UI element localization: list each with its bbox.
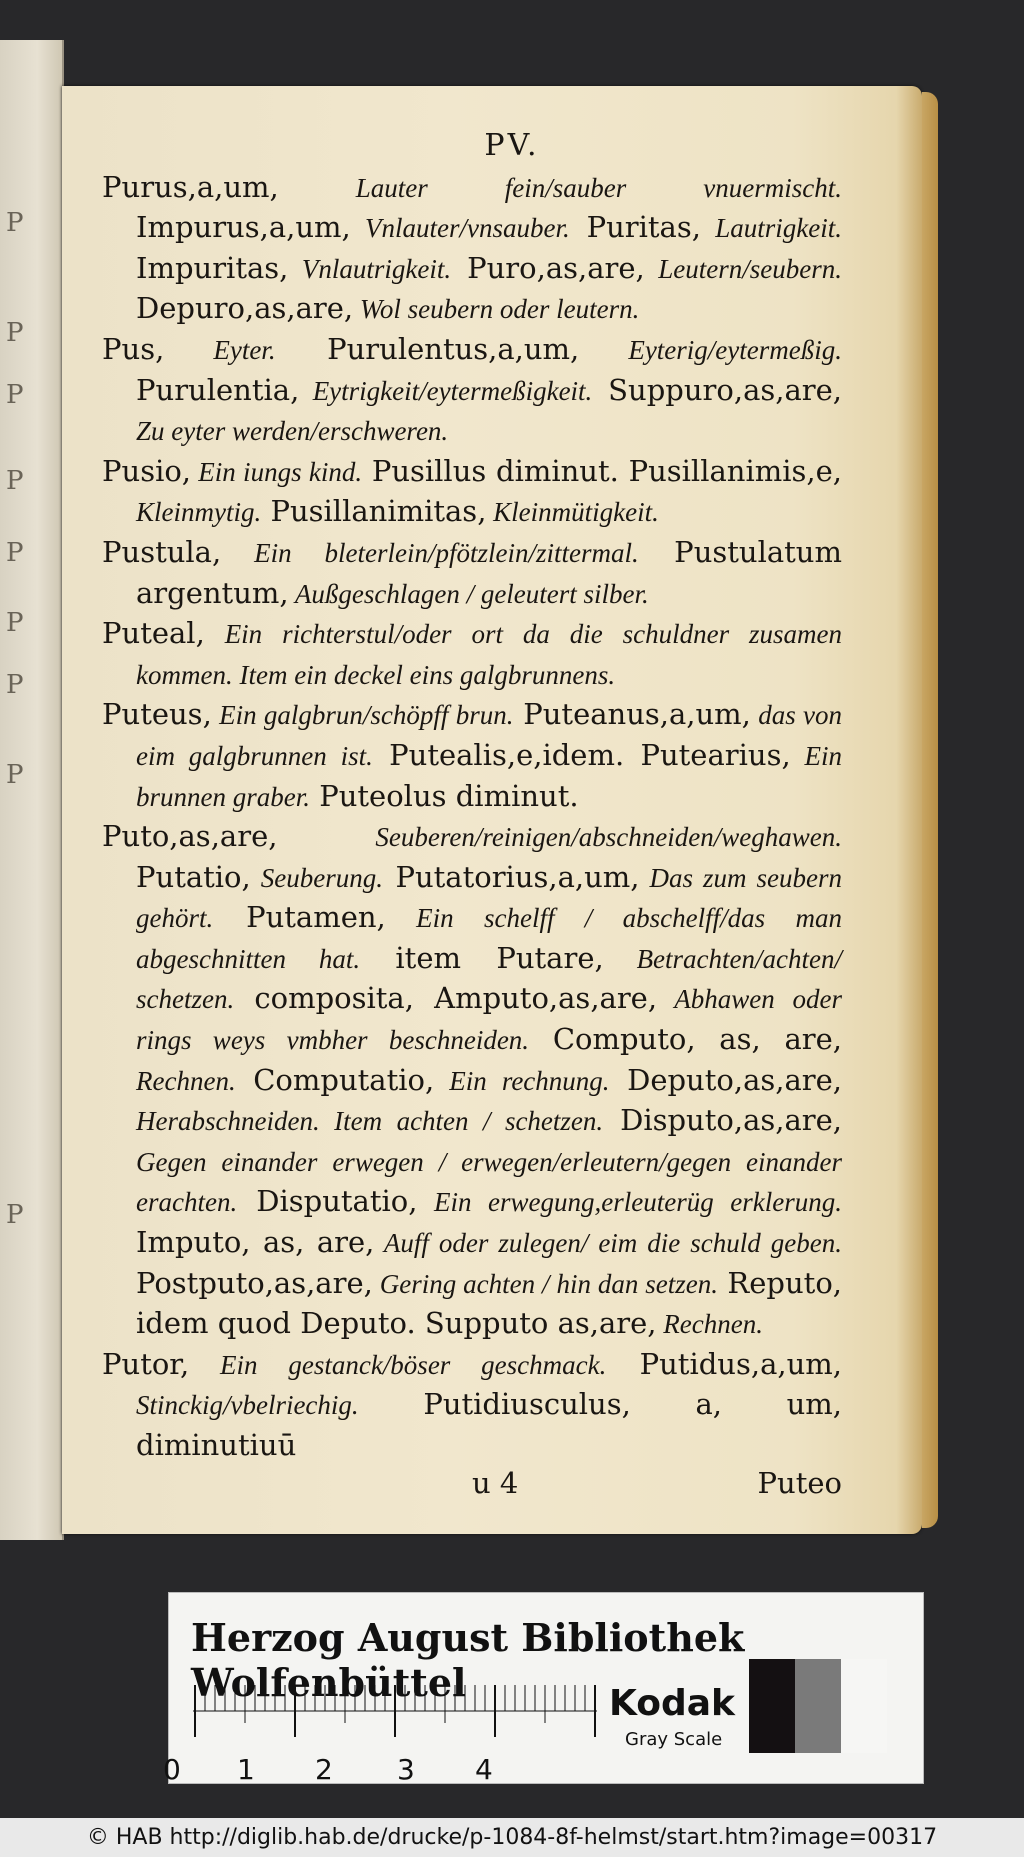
german-gloss: Ein galgbrun/schöpff brun. — [211, 700, 514, 731]
previous-page-edge — [0, 40, 64, 1540]
ruler-number: 1 — [237, 1753, 255, 1786]
gray-patch-dark — [749, 1659, 795, 1753]
latin-term: Deputo,as,are, — [609, 1062, 842, 1097]
german-gloss: Gegen einander erwegen / erwegen/erleutern/gegen einander erachten. — [136, 1146, 842, 1218]
german-gloss: Seuberen/reinigen/abschneiden/weghawen. — [277, 822, 842, 853]
latin-term: Putatio, — [136, 859, 251, 894]
german-gloss: Ein erwegung,erleuterüg erklerung. — [417, 1187, 842, 1218]
german-gloss: Seuberung. — [250, 862, 383, 893]
latin-term: Disputatio, — [237, 1184, 418, 1219]
dictionary-entry — [102, 533, 842, 614]
latin-term: Puteolus diminut. — [310, 778, 579, 813]
german-gloss: Kleinmytig. — [136, 497, 262, 528]
margin-mark: P — [6, 760, 24, 790]
latin-term: Suppuro,as,are, — [592, 372, 842, 407]
german-gloss: Das zum seubern gehört. — [136, 862, 842, 934]
latin-term: Pustula, — [102, 534, 222, 569]
page-edge — [922, 92, 938, 1528]
german-gloss: Kleinmütigkeit. — [486, 497, 659, 528]
latin-term: Putatorius,a,um, — [382, 859, 640, 894]
dictionary-entries — [102, 168, 842, 1466]
german-gloss: Wol seubern oder leutern. — [353, 294, 640, 325]
latin-term: Pusillanimitas, — [261, 494, 487, 529]
latin-term: Impurus,a,um, — [136, 210, 351, 245]
german-gloss: Vnlauter/vnsauber. — [350, 213, 570, 244]
latin-term: Purus,a,um, — [102, 169, 279, 204]
library-name: Herzog August Bibliothek Wolfenbüttel — [191, 1615, 745, 1705]
margin-mark: P — [6, 466, 24, 496]
latin-term: Putidus,a,um, — [606, 1346, 842, 1381]
dictionary-entry — [102, 614, 842, 695]
margin-mark: P — [6, 380, 24, 410]
german-gloss: Außgeschlagen / geleutert silber. — [288, 578, 649, 609]
latin-term: Putealis,e,idem. Putearius, — [372, 737, 791, 772]
catchword: Puteo — [757, 1465, 842, 1500]
ruler-number: 0 — [163, 1753, 181, 1786]
running-head: PV. — [484, 128, 540, 163]
german-gloss: Zu eyter werden/erschweren. — [136, 416, 449, 447]
text-block — [102, 126, 842, 1503]
latin-term: Reputo, idem quod Deputo. Supputo as,are, — [136, 1265, 843, 1341]
latin-term: Impuritas, — [136, 250, 289, 285]
dictionary-entry — [102, 330, 842, 452]
latin-term: Disputo,as,are, — [603, 1103, 842, 1138]
footer-credit: © HAB http://diglib.hab.de/drucke/p-1084-8f-helmst/start.htm?image=00317 — [0, 1818, 1024, 1857]
german-gloss: Betrachten/achten/ schetzen. — [136, 943, 842, 1015]
german-gloss: Ein gestanck/böser geschmack. — [189, 1349, 607, 1380]
german-gloss: Ein richterstul/oder ort da die schuldner zusamen kommen. Item ein deckel eins galgbrunnens. — [136, 619, 842, 690]
latin-term: Computatio, — [235, 1062, 435, 1097]
german-gloss: das von eim galgbrunnen ist. — [136, 700, 843, 771]
german-gloss: Rechnen. — [136, 1065, 236, 1096]
dictionary-entry — [102, 168, 842, 330]
ruler-number: 2 — [315, 1753, 333, 1786]
latin-term: Pusillus diminut. Pusillanimis,e, — [362, 453, 842, 488]
catchword-line — [102, 1464, 842, 1504]
latin-term: Putor, — [102, 1346, 190, 1381]
german-gloss: Eytrigkeit/eytermeßigkeit. — [299, 375, 593, 406]
latin-term: Pus, — [102, 331, 165, 366]
german-gloss: Ein schelff / abschelff/das man abgeschnitten hat. — [136, 903, 842, 974]
latin-term: Purulentia, — [136, 372, 300, 407]
german-gloss: Eyter. — [164, 334, 276, 365]
german-gloss: Rechnen. — [656, 1309, 763, 1340]
german-gloss: Lauter fein/sauber vnuermischt. — [278, 172, 842, 203]
signature-mark: u 4 — [472, 1465, 519, 1500]
ruler-number: 3 — [397, 1753, 415, 1786]
kodak-logo: Kodak — [609, 1683, 735, 1724]
latin-term: composita, Amputo,as,are, — [234, 981, 658, 1016]
latin-term: Puro,as,are, — [451, 250, 645, 285]
gray-patch-light — [841, 1659, 887, 1753]
german-gloss: Ein brunnen graber. — [136, 740, 842, 812]
margin-mark: P — [6, 670, 24, 700]
gray-scale-label: Gray Scale — [625, 1729, 723, 1750]
margin-mark: P — [6, 208, 24, 238]
german-gloss: Eyterig/eytermeßig. — [579, 334, 842, 365]
dictionary-entry — [102, 817, 842, 1345]
ruler-number: 4 — [475, 1753, 493, 1786]
german-gloss: Auff oder zulegen/ eim die schuld geben. — [374, 1228, 842, 1259]
latin-term: item Putare, — [360, 940, 604, 975]
ruler-scale — [193, 1685, 597, 1745]
latin-term: Pusio, — [102, 453, 192, 488]
latin-term: Puteanus,a,um, — [513, 697, 751, 732]
book-page — [62, 86, 922, 1534]
dictionary-entry — [102, 1345, 842, 1466]
margin-mark: P — [6, 318, 24, 348]
german-gloss: Lautrigkeit. — [700, 213, 843, 244]
margin-mark: P — [6, 1200, 24, 1230]
gray-patch-mid — [795, 1659, 841, 1753]
german-gloss: Vnlautrigkeit. — [288, 253, 452, 284]
german-gloss: Herabschneiden. Item achten / schetzen. — [136, 1106, 604, 1137]
latin-term: Computo, as, are, — [529, 1022, 842, 1057]
color-reference-card — [163, 1592, 924, 1786]
latin-term: Puteal, — [102, 616, 205, 651]
german-gloss: Abhawen oder rings weys vmbher beschneiden. — [136, 984, 842, 1056]
german-gloss: Ein iungs kind. — [191, 456, 363, 487]
german-gloss: Stinckig/vbelriechig. — [136, 1390, 359, 1421]
german-gloss: Ein rechnung. — [434, 1065, 610, 1096]
margin-mark: P — [6, 538, 24, 568]
german-gloss: Leutern/seubern. — [644, 253, 842, 284]
german-gloss: Ein bleterlein/pfötzlein/zittermal. — [221, 537, 639, 568]
latin-term: Pustulatum argentum, — [136, 534, 842, 610]
dictionary-entry — [102, 695, 842, 817]
margin-mark: P — [6, 608, 24, 638]
latin-term: Puto,as,are, — [102, 819, 278, 854]
latin-term: Putamen, — [213, 900, 386, 935]
german-gloss: Gering achten / hin dan setzen. — [372, 1268, 719, 1299]
dictionary-entry — [102, 452, 842, 533]
latin-term: Postputo,as,are, — [136, 1265, 373, 1300]
latin-term: Puritas, — [569, 210, 701, 245]
latin-term: Imputo, as, are, — [136, 1225, 375, 1260]
latin-term: Depuro,as,are, — [136, 291, 354, 326]
latin-term: Purulentus,a,um, — [275, 331, 580, 366]
latin-term: Puteus, — [102, 697, 212, 732]
latin-term: Putidiusculus, a, um, diminutiuū — [136, 1387, 842, 1462]
